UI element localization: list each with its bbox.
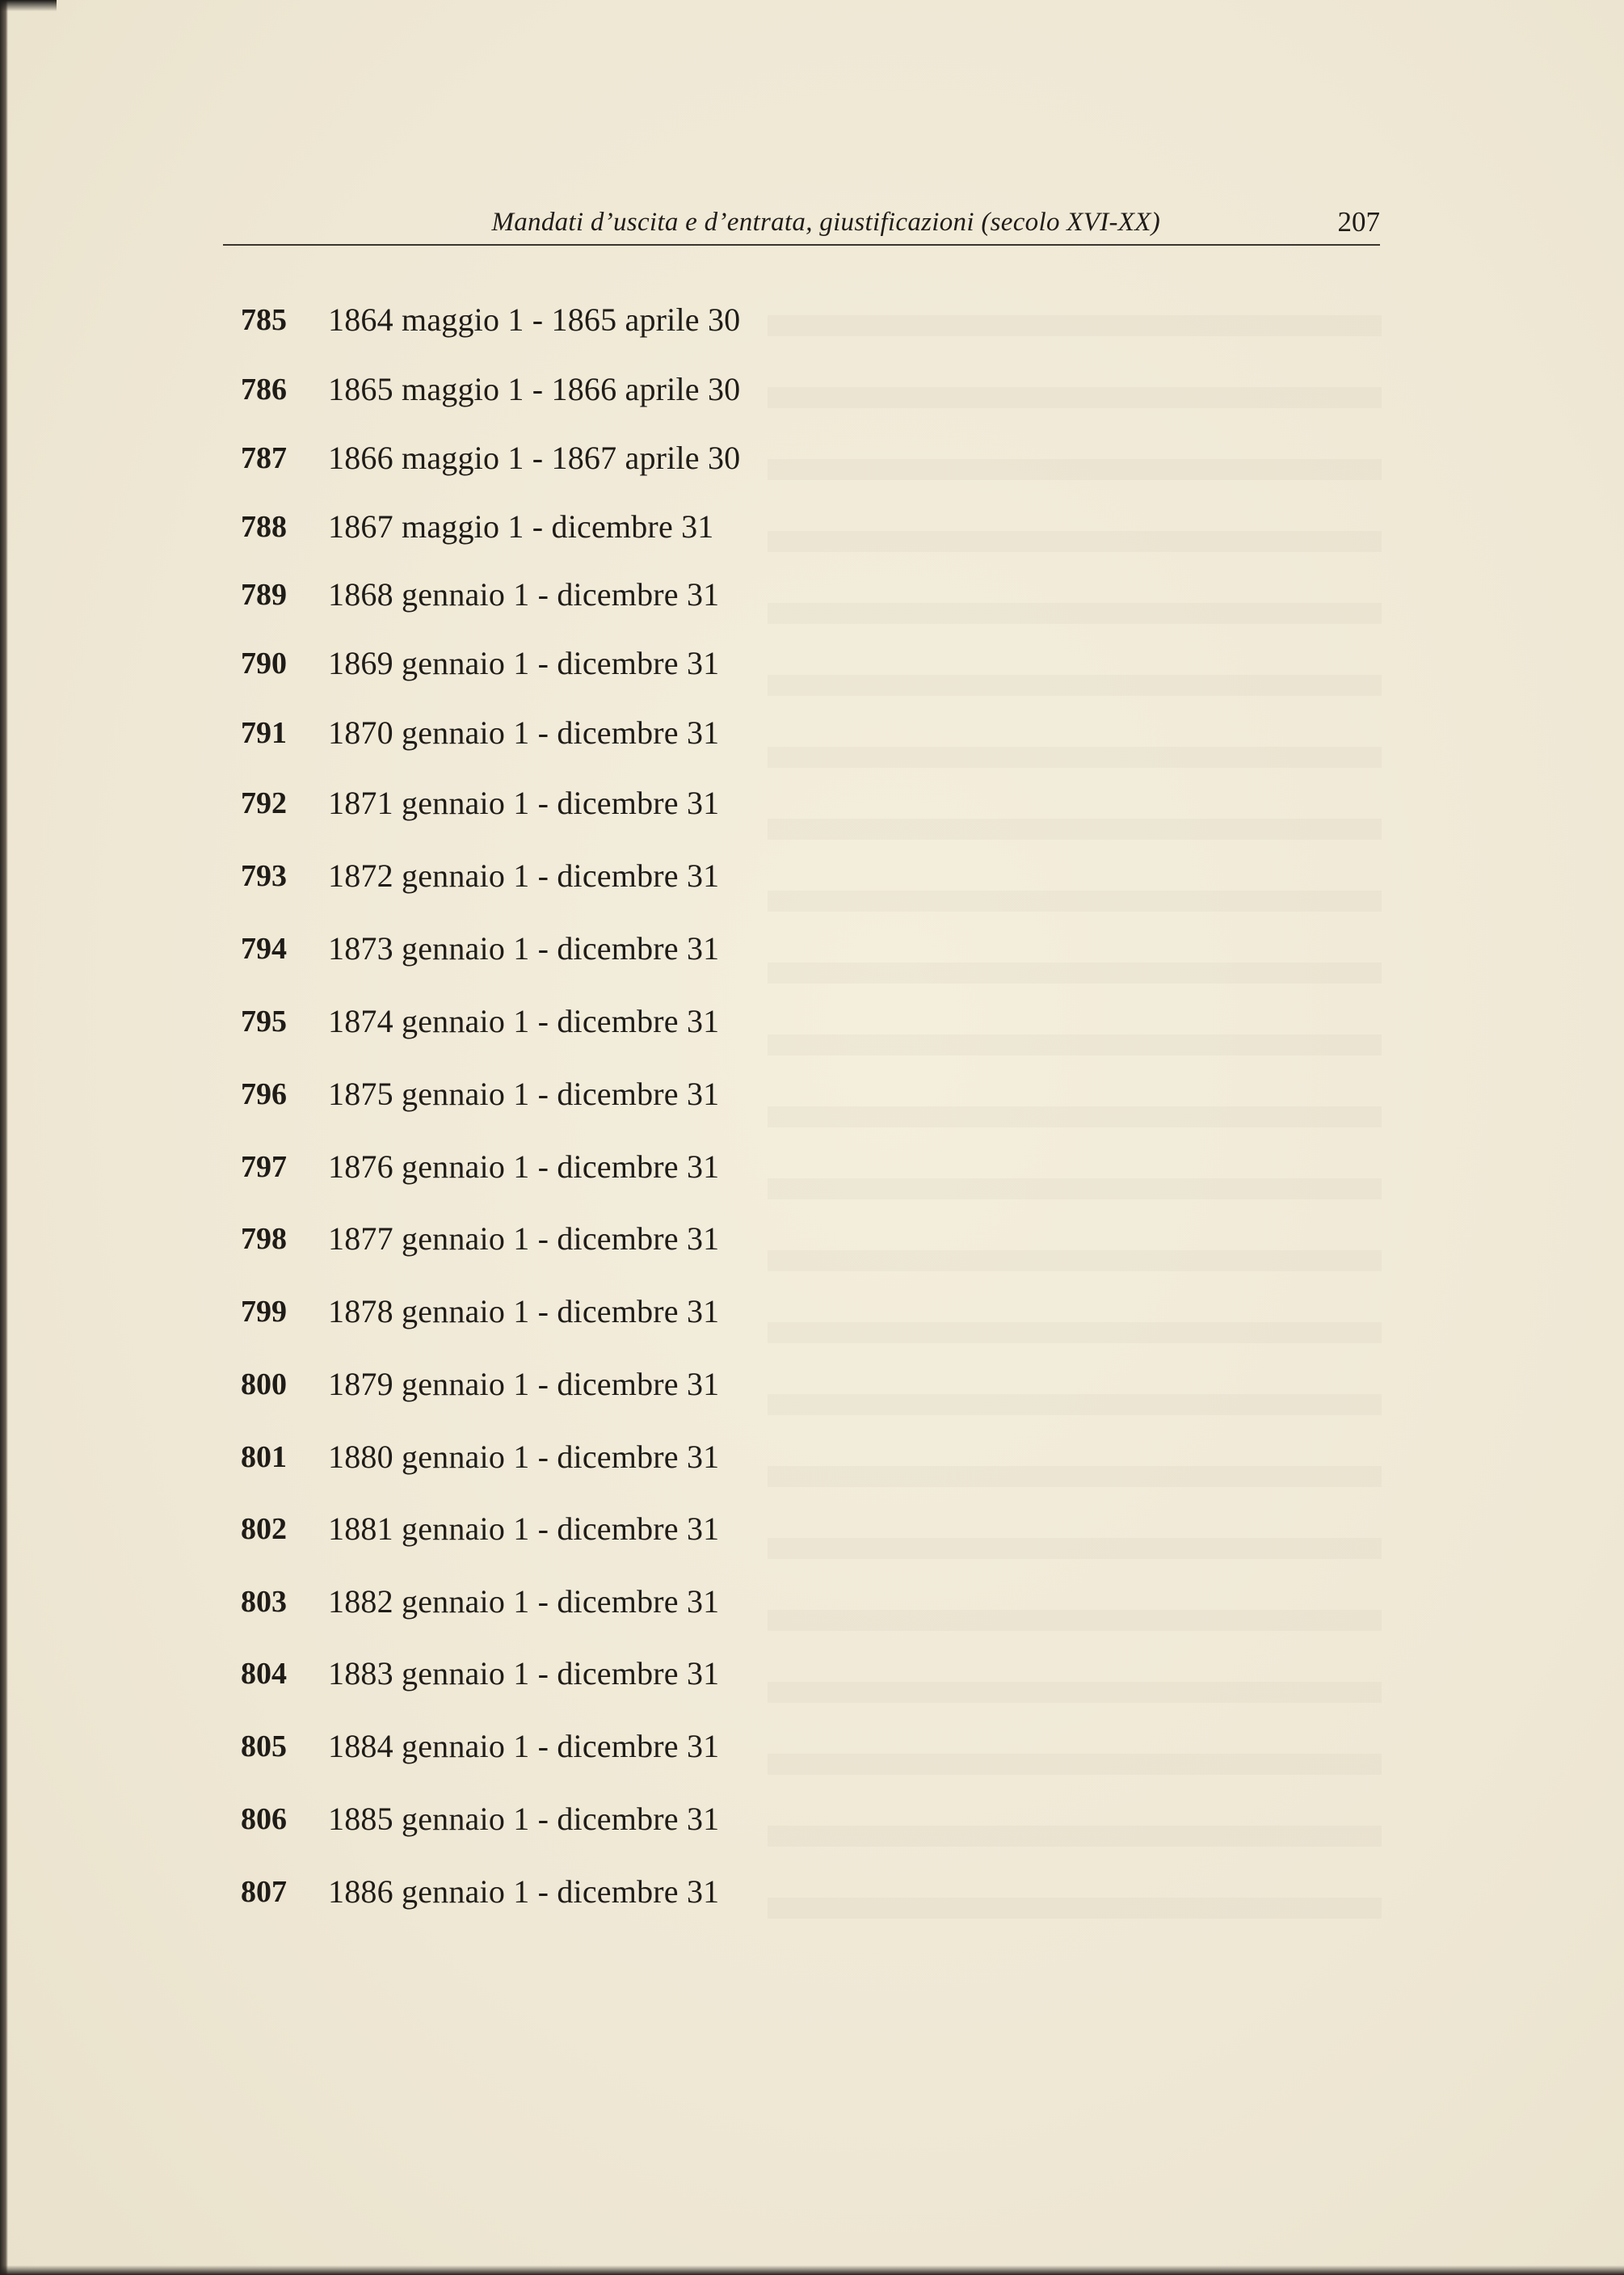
- running-title: Mandati d’uscita e d’entrata, giustificazioni (secolo XVI-XX): [491, 208, 1160, 237]
- entry-number: 790: [241, 647, 287, 680]
- entry-row: [241, 1578, 719, 1626]
- entry-row: [241, 1868, 719, 1916]
- entry-number: 796: [241, 1077, 287, 1111]
- entry-dates: 1872 gennaio 1 - dicembre 31: [328, 857, 720, 894]
- entry-row: [241, 1360, 719, 1409]
- entry-number: 799: [241, 1295, 287, 1329]
- entry-row: [241, 709, 719, 757]
- entry-row: [241, 1215, 719, 1263]
- entry-number: 803: [241, 1585, 287, 1619]
- page-number: 207: [1337, 206, 1380, 238]
- entry-row: [241, 296, 740, 344]
- entry-row: [241, 1143, 719, 1191]
- entry-number: 806: [241, 1802, 287, 1836]
- entry-row: [241, 571, 719, 619]
- entry-number: 793: [241, 859, 287, 893]
- entry-dates: 1873 gennaio 1 - dicembre 31: [328, 930, 720, 967]
- entry-number: 794: [241, 932, 287, 966]
- entry-number: 800: [241, 1367, 287, 1401]
- entry-dates: 1865 maggio 1 - 1866 aprile 30: [328, 371, 741, 407]
- entry-dates: 1864 maggio 1 - 1865 aprile 30: [328, 301, 741, 338]
- entry-row: [241, 779, 719, 828]
- entry-dates: 1881 gennaio 1 - dicembre 31: [328, 1510, 720, 1547]
- entry-dates: 1883 gennaio 1 - dicembre 31: [328, 1655, 720, 1692]
- entry-dates: 1869 gennaio 1 - dicembre 31: [328, 645, 720, 681]
- entry-dates: 1868 gennaio 1 - dicembre 31: [328, 576, 720, 613]
- entry-number: 791: [241, 716, 287, 750]
- entry-row: [241, 1722, 719, 1771]
- entry-dates: 1880 gennaio 1 - dicembre 31: [328, 1439, 720, 1475]
- entry-number: 802: [241, 1512, 287, 1546]
- entry-row: [241, 503, 714, 551]
- entry-number: 801: [241, 1440, 287, 1474]
- entry-number: 785: [241, 303, 287, 337]
- entry-dates: 1874 gennaio 1 - dicembre 31: [328, 1003, 720, 1039]
- entry-dates: 1884 gennaio 1 - dicembre 31: [328, 1728, 720, 1764]
- entry-row: [241, 1070, 719, 1119]
- entry-number: 786: [241, 373, 287, 407]
- entry-number: 789: [241, 578, 287, 612]
- entry-row: [241, 852, 719, 900]
- entry-row: [241, 1433, 719, 1481]
- entry-number: 805: [241, 1729, 287, 1763]
- entry-dates: 1877 gennaio 1 - dicembre 31: [328, 1220, 720, 1257]
- entry-row: [241, 639, 719, 688]
- entry-row: [241, 925, 719, 973]
- entry-row: [241, 1287, 719, 1336]
- entry-dates: 1867 maggio 1 - dicembre 31: [328, 508, 714, 545]
- entry-number: 798: [241, 1222, 287, 1256]
- entry-number: 792: [241, 786, 287, 820]
- entry-row: [241, 1649, 719, 1698]
- entry-dates: 1886 gennaio 1 - dicembre 31: [328, 1873, 720, 1910]
- entry-dates: 1882 gennaio 1 - dicembre 31: [328, 1583, 720, 1620]
- entry-row: [241, 1505, 719, 1553]
- entry-dates: 1878 gennaio 1 - dicembre 31: [328, 1293, 720, 1329]
- entry-row: [241, 1795, 719, 1843]
- entry-dates: 1870 gennaio 1 - dicembre 31: [328, 714, 720, 751]
- entry-dates: 1876 gennaio 1 - dicembre 31: [328, 1148, 720, 1185]
- entry-number: 807: [241, 1875, 287, 1909]
- entry-dates: 1866 maggio 1 - 1867 aprile 30: [328, 440, 741, 476]
- entry-row: [241, 997, 719, 1046]
- entry-dates: 1879 gennaio 1 - dicembre 31: [328, 1366, 720, 1402]
- entry-row: [241, 365, 740, 414]
- entry-number: 787: [241, 441, 287, 475]
- entry-dates: 1885 gennaio 1 - dicembre 31: [328, 1801, 720, 1837]
- entry-number: 788: [241, 510, 287, 544]
- entry-row: [241, 434, 740, 482]
- entry-number: 797: [241, 1150, 287, 1184]
- entry-dates: 1871 gennaio 1 - dicembre 31: [328, 785, 720, 821]
- entry-number: 804: [241, 1657, 287, 1691]
- entry-number: 795: [241, 1005, 287, 1038]
- entry-dates: 1875 gennaio 1 - dicembre 31: [328, 1076, 720, 1112]
